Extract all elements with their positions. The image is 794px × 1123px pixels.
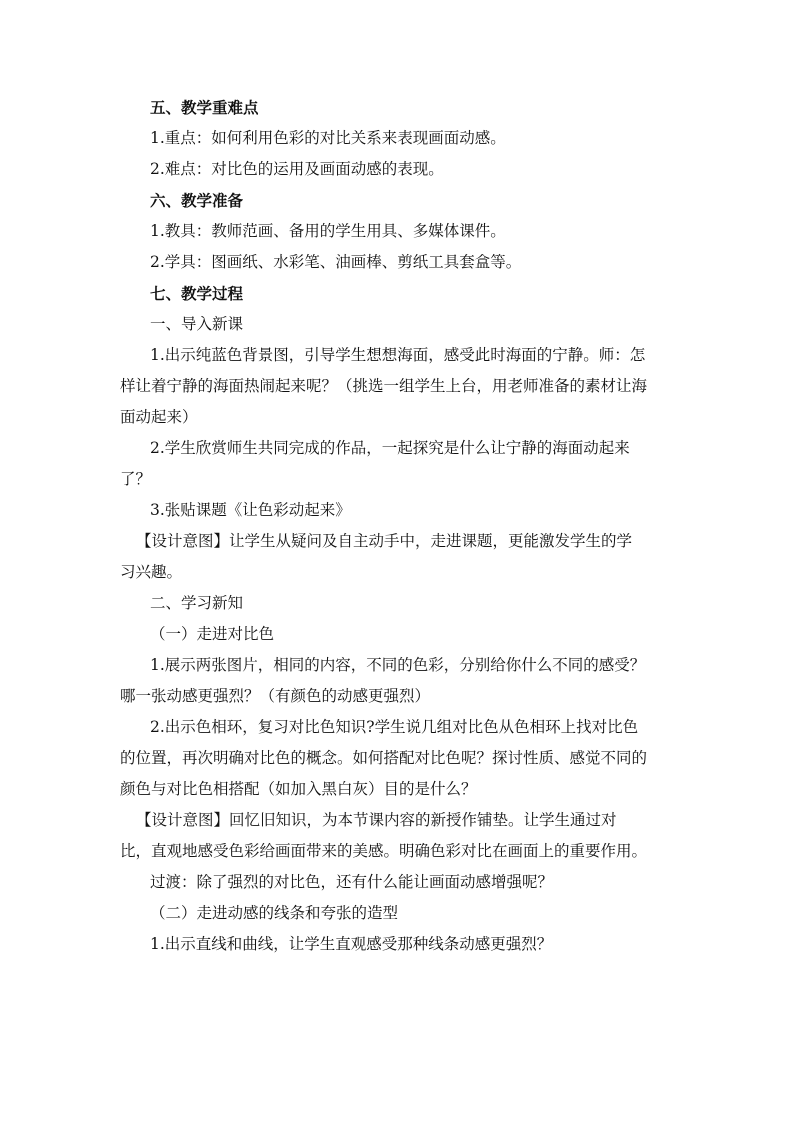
paragraph-line: 了？: [120, 470, 152, 488]
paragraph-line: 习兴趣。: [120, 563, 183, 581]
subsection-heading: 一、导入新课: [150, 315, 244, 333]
sub-subsection-heading: （二）走进动感的线条和夸张的造型: [150, 904, 399, 922]
paragraph-line: 1.教具：教师范画、备用的学生用具、多媒体课件。: [150, 222, 506, 240]
sub-subsection-heading: （一）走进对比色: [150, 625, 275, 643]
paragraph-line: 1.出示直线和曲线，让学生直观感受那种线条动感更强烈？: [150, 935, 553, 953]
paragraph-line: 1.出示纯蓝色背景图，引导学生想想海面，感受此时海面的宁静。师：怎: [150, 346, 646, 364]
paragraph-line: 3.张贴课题《让色彩动起来》: [150, 501, 351, 519]
paragraph-line: 样让着宁静的海面热闹起来呢？（挑选一组学生上台，用老师准备的素材让海: [120, 377, 648, 395]
design-intent-line: 【设计意图】让学生从疑问及自主动手中，走进课题，更能激发学生的学: [136, 532, 633, 550]
paragraph-line: 2.学生欣赏师生共同完成的作品，一起探究是什么让宁静的海面动起来: [150, 439, 630, 457]
paragraph-line: 2.出示色相环，复习对比色知识?学生说几组对比色从色相环上找对比色: [150, 718, 639, 736]
paragraph-line: 过渡：除了强烈的对比色，还有什么能让画面动感增强呢？: [150, 873, 554, 891]
paragraph-line: 2.学具：图画纸、水彩笔、油画棒、剪纸工具套盒等。: [150, 253, 522, 271]
paragraph-line: 哪一张动感更强烈？（有颜色的动感更强烈）: [120, 687, 431, 705]
section-heading-key-points: 五、教学重难点: [150, 98, 259, 117]
paragraph-line: 2.难点：对比色的运用及画面动感的表现。: [150, 160, 444, 178]
paragraph-line: 1.展示两张图片，相同的内容，不同的色彩，分别给你什么不同的感受？: [150, 656, 646, 674]
section-heading-preparation: 六、教学准备: [150, 191, 244, 210]
subsection-heading: 二、学习新知: [150, 594, 244, 612]
design-intent-line: 【设计意图】回忆旧知识，为本节课内容的新授作铺垫。让学生通过对: [136, 811, 617, 829]
paragraph-line: 1.重点：如何利用色彩的对比关系来表现画面动感。: [150, 129, 506, 147]
paragraph-line: 的位置，再次明确对比色的概念。如何搭配对比色呢？探讨性质、感觉不同的: [120, 749, 648, 767]
section-heading-process: 七、教学过程: [150, 284, 244, 303]
paragraph-line: 比，直观地感受色彩给画面带来的美感。明确色彩对比在画面上的重要作用。: [120, 842, 648, 860]
paragraph-line: 面动起来）: [120, 408, 198, 426]
paragraph-line: 颜色与对比色相搭配（如加入黑白灰）目的是什么？: [120, 780, 477, 798]
